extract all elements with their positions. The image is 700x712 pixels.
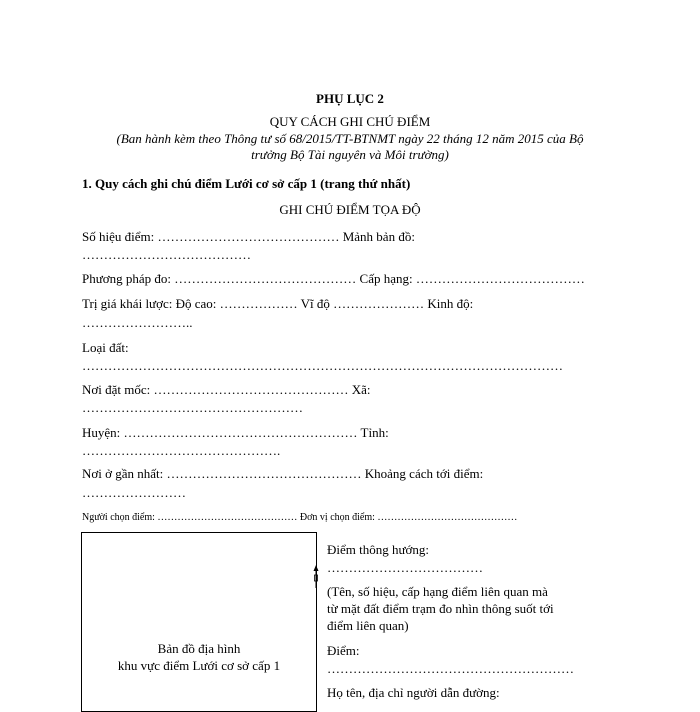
form-title: GHI CHÚ ĐIỂM TỌA ĐỘ bbox=[279, 202, 421, 217]
soil-type-dots: ………………………………………………………………………………………………… bbox=[82, 358, 563, 373]
marker-location-field: Nơi đặt mốc: ……………………………………… Xã: bbox=[82, 382, 371, 397]
subtitle-line-1: (Ban hành kèm theo Thông tư số 68/2015/TT-BTNMT ngày 22 tháng 12 năm 2015 của Bộ bbox=[116, 131, 584, 146]
map-label-1: Bản đồ địa hình bbox=[157, 641, 241, 656]
north-arrow-icon bbox=[312, 565, 320, 589]
province-dots: ………………………………………. bbox=[82, 443, 281, 458]
point-dots: ………………………………………………… bbox=[327, 661, 574, 676]
section-heading: 1. Quy cách ghi chú điểm Lưới cơ sở cấp 1 (trang thứ nhất) bbox=[82, 176, 411, 191]
direction-note-2: từ mặt đất điểm trạm đo nhìn thông suốt tới bbox=[327, 601, 554, 616]
point-id-field: Số hiệu điểm: …………………………………… Mảnh bản đồ: bbox=[82, 229, 415, 244]
guide-label: Họ tên, địa chỉ người dẫn đường: bbox=[327, 685, 500, 700]
selector-field: Người chọn điểm: …………………………………… Đơn vị chọn điểm: …………………………………… bbox=[82, 512, 518, 523]
subtitle-line-2: trưởng Bộ Tài nguyên và Môi trường) bbox=[251, 147, 449, 162]
appendix-heading: PHỤ LỤC 2 bbox=[316, 91, 384, 106]
direction-point-dots: ……………………………… bbox=[327, 560, 483, 575]
map-label-2: khu vực điểm Lưới cơ sở cấp 1 bbox=[117, 658, 281, 673]
direction-note-1: (Tên, số hiệu, cấp hạng điểm liên quan mà bbox=[327, 584, 548, 599]
district-province-field: Huyện: ……………………………………………… Tỉnh: bbox=[82, 425, 389, 440]
method-grade-field: Phương pháp đo: …………………………………… Cấp hạng: ………………………………… bbox=[82, 271, 585, 286]
direction-point-label: Điểm thông hướng: bbox=[327, 542, 430, 557]
longitude-dots: …………………….. bbox=[82, 315, 193, 330]
point-label: Điểm: bbox=[327, 643, 360, 658]
approx-values-field: Trị giá khái lược: Độ cao: ……………… Vĩ độ ………………… Kinh độ: bbox=[82, 296, 474, 311]
nearest-residence-field: Nơi ở gần nhất: ……………………………………… Khoảng cách tới điểm: bbox=[82, 466, 484, 481]
document-title: QUY CÁCH GHI CHÚ ĐIỂM bbox=[269, 114, 431, 129]
soil-type-label: Loại đất: bbox=[82, 340, 129, 355]
topographic-map-box bbox=[81, 532, 317, 712]
direction-note-3: điểm liên quan) bbox=[327, 618, 409, 633]
distance-dots: …………………… bbox=[82, 485, 186, 500]
map-sheet-dots: ………………………………… bbox=[82, 247, 251, 262]
commune-dots: …………………………………………… bbox=[82, 400, 303, 415]
